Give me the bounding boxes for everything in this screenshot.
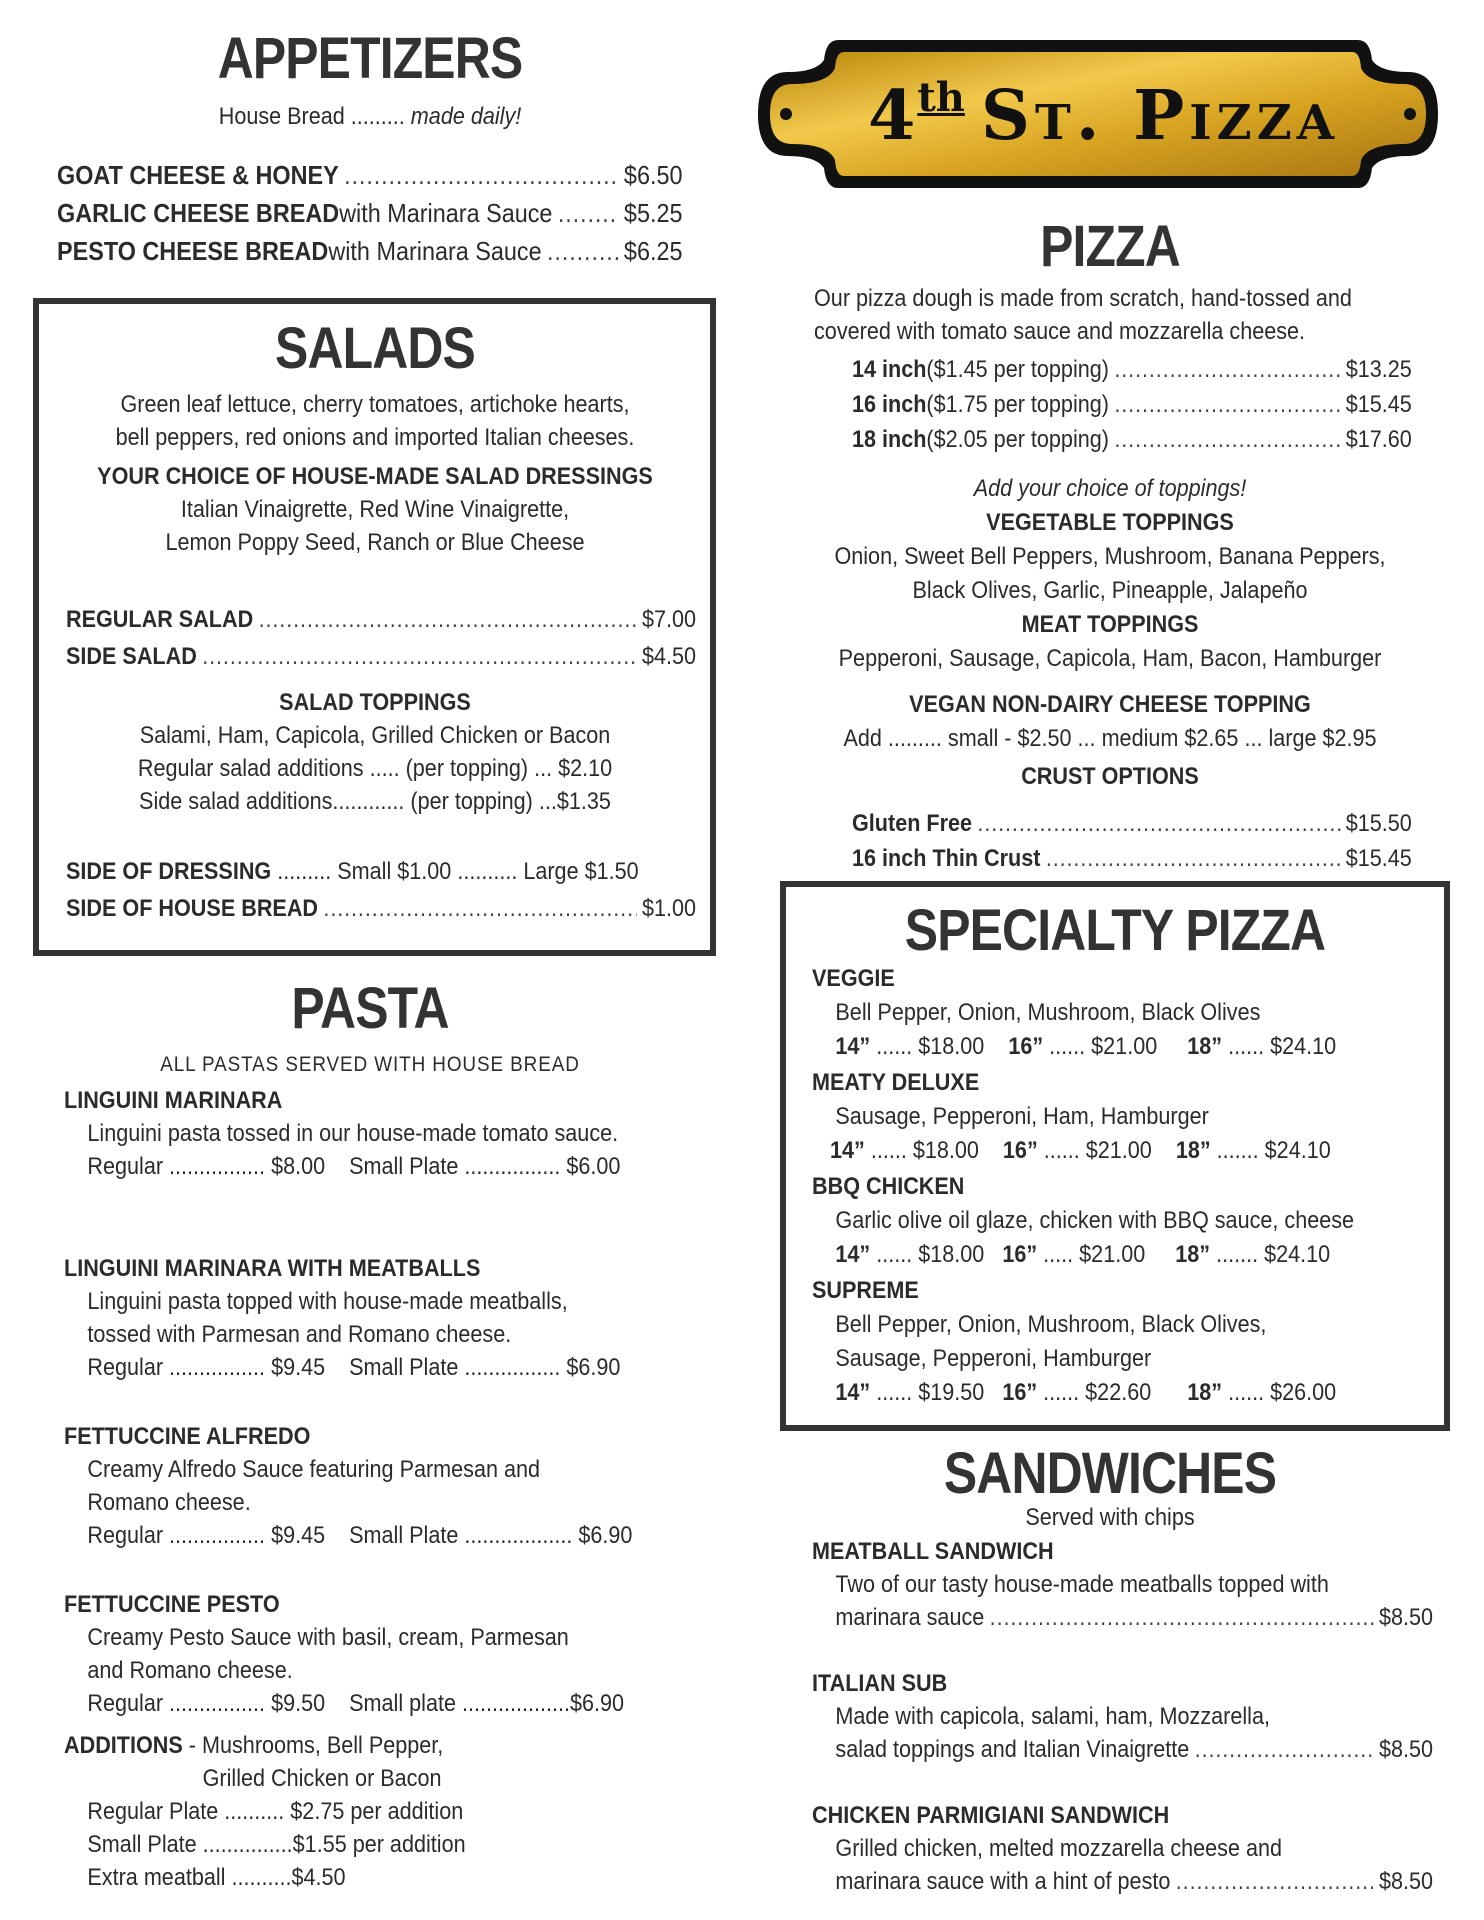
appetizer-list (57, 156, 685, 270)
sandwiches-subtitle: Served with chips (1025, 1504, 1195, 1531)
pasta-item-desc-2: tossed with Parmesan and Romano cheese. (87, 1321, 512, 1348)
pizza-sizes (852, 352, 1412, 457)
pasta-item (64, 1420, 704, 1588)
crust-price: $15.50 (1345, 810, 1412, 837)
crust-row (852, 806, 1412, 841)
side-of-bread-row (66, 890, 696, 927)
salad-sides (66, 853, 696, 927)
pizza-size: 18 inch (852, 426, 927, 453)
side-of-dressing-name: SIDE OF DRESSING (66, 858, 272, 885)
logo (748, 30, 1448, 198)
side-of-bread-price: $1.00 (641, 895, 696, 922)
size-14: 14” (835, 1033, 871, 1060)
specialty-item-desc: Garlic olive oil glaze, chicken with BBQ sauce, cheese (835, 1207, 1355, 1234)
salads-title: SALADS (275, 316, 475, 381)
size-16: 16” (1002, 1379, 1038, 1406)
vegan-topping-title: VEGAN NON-DAIRY CHEESE TOPPING (909, 691, 1311, 718)
pasta-item-prices: Regular ................ $9.45 Small Plate ................ $6.90 (87, 1354, 621, 1381)
made-daily-text: made daily! (410, 103, 522, 130)
crust-price: $15.45 (1345, 845, 1412, 872)
sandwich-list (812, 1535, 1432, 1898)
house-bread-note (64, 100, 676, 133)
meat-toppings-title: MEAT TOPPINGS (1021, 611, 1199, 638)
pizza-price: $13.25 (1345, 356, 1412, 383)
appetizer-desc: with Marinara Sauce (339, 198, 553, 228)
specialty-item-desc: Sausage, Pepperoni, Ham, Hamburger (835, 1103, 1209, 1130)
specialty-item-prices (812, 1134, 1370, 1168)
price-16: ...... $22.60 (1037, 1379, 1152, 1406)
pasta-item-prices: Regular ................ $8.00 Small Plate ................ $6.00 (87, 1153, 621, 1180)
side-of-bread-name: SIDE OF HOUSE BREAD (66, 895, 319, 922)
sandwich-name: ITALIAN SUB (812, 1670, 948, 1697)
salads-desc-1: Green leaf lettuce, cherry tomatoes, artichoke hearts, (120, 391, 630, 418)
crust-name: Gluten Free (852, 810, 973, 837)
pizza-toppings (760, 472, 1460, 794)
pasta-item-name: FETTUCCINE PESTO (64, 1591, 280, 1618)
additions-line-1 (64, 1729, 640, 1762)
appetizer-item (57, 232, 683, 270)
price-16: ...... $21.00 (1037, 1137, 1152, 1164)
pasta-item-desc: Creamy Alfredo Sauce featuring Parmesan and (87, 1456, 541, 1483)
house-bread-text: House Bread ......... (218, 103, 411, 130)
pizza-section (760, 214, 1460, 348)
price-18: ....... $24.10 (1210, 1137, 1331, 1164)
regular-salad-row (66, 601, 696, 638)
specialty-item-name: VEGGIE (812, 965, 895, 992)
sandwich-desc: Two of our tasty house-made meatballs topped with (835, 1571, 1329, 1598)
pasta-item-desc: Linguini pasta topped with house-made meatballs, (87, 1288, 568, 1315)
vegan-topping-prices: Add ......... small - $2.50 ... medium $2.65 ... large $2.95 (843, 725, 1377, 752)
vegetable-toppings-title: VEGETABLE TOPPINGS (986, 509, 1234, 536)
specialty-item-prices (812, 1376, 1370, 1410)
pizza-price: $15.45 (1345, 391, 1412, 418)
price-14: ...... $18.00 (864, 1137, 979, 1164)
salad-toppings-list: Salami, Ham, Capicola, Grilled Chicken or Bacon (139, 722, 611, 749)
logo-text-4: 4 (868, 76, 918, 156)
salads-desc-2: bell peppers, red onions and imported Italian cheeses. (115, 424, 635, 451)
pasta-item-name: LINGUINI MARINARA WITH MEATBALLS (64, 1255, 481, 1282)
appetizer-price: $6.50 (623, 160, 683, 190)
side-salad-row (66, 638, 696, 675)
specialty-item-desc: Bell Pepper, Onion, Mushroom, Black Olives (835, 999, 1261, 1026)
specialty-list (812, 962, 1432, 1410)
logo-text-th: th (917, 74, 965, 121)
sandwich-name: CHICKEN PARMIGIANI SANDWICH (812, 1802, 1170, 1829)
side-salad-price: $4.50 (641, 643, 696, 670)
sandwich-price-row (812, 1733, 1433, 1766)
salads-section (40, 316, 710, 559)
sandwich-item (812, 1667, 1432, 1799)
pizza-size-row (852, 387, 1412, 422)
sandwich-price: $8.50 (1378, 1604, 1433, 1631)
specialty-item-name: MEATY DELUXE (812, 1069, 980, 1096)
sandwich-desc: Made with capicola, salami, ham, Mozzarella, (835, 1703, 1270, 1730)
specialty-title: SPECIALTY PIZZA (904, 898, 1326, 963)
specialty-item (812, 1170, 1432, 1274)
appetizer-name: GARLIC CHEESE BREAD (57, 198, 340, 228)
crust-options-title: CRUST OPTIONS (1021, 763, 1199, 790)
sandwiches-header (760, 1441, 1460, 1533)
price-14: ...... $19.50 (870, 1379, 985, 1406)
crust-options (852, 806, 1412, 876)
appetizers-section (30, 26, 710, 133)
pizza-size-row (852, 352, 1412, 387)
specialty-item-name: SUPREME (812, 1277, 919, 1304)
sandwich-price-row (812, 1865, 1433, 1898)
pizza-size: 14 inch (852, 356, 927, 383)
sandwich-desc-2: marinara sauce (835, 1604, 985, 1631)
pasta-title: PASTA (291, 976, 449, 1041)
side-of-dressing-prices: ......... Small $1.00 .......... Large $1.50 (271, 858, 639, 885)
pizza-size-row (852, 422, 1412, 457)
appetizer-item (57, 194, 683, 232)
salad-toppings-regular: Regular salad additions ..... (per topping) ... $2.10 (137, 755, 613, 782)
pasta-item (64, 1084, 704, 1252)
appetizer-price: $5.25 (623, 198, 683, 228)
pasta-additions (64, 1729, 704, 1894)
price-16: ...... $21.00 (1043, 1033, 1158, 1060)
meat-toppings-list: Pepperoni, Sausage, Capicola, Ham, Bacon, Hamburger (838, 645, 1382, 672)
size-16: 16” (1002, 1241, 1038, 1268)
pizza-size: 16 inch (852, 391, 927, 418)
size-18: 18” (1187, 1033, 1223, 1060)
dressings-title: YOUR CHOICE OF HOUSE-MADE SALAD DRESSINGS (97, 463, 653, 490)
salad-sizes (66, 601, 696, 675)
pizza-per-topping: ($1.75 per topping) (926, 391, 1109, 418)
pasta-item-name: FETTUCCINE ALFREDO (64, 1423, 311, 1450)
pasta-item-prices: Regular ................ $9.45 Small Plate .................. $6.90 (87, 1522, 633, 1549)
specialty-item (812, 962, 1432, 1066)
side-salad-name: SIDE SALAD (66, 643, 197, 670)
sandwich-price: $8.50 (1378, 1868, 1433, 1895)
pasta-item-desc-2: Romano cheese. (87, 1489, 251, 1516)
sandwich-name: MEATBALL SANDWICH (812, 1538, 1054, 1565)
appetizer-name: PESTO CHEESE BREAD (57, 236, 329, 266)
pasta-item-desc: Creamy Pesto Sauce with basil, cream, Parmesan (87, 1624, 569, 1651)
price-14: ...... $18.00 (870, 1241, 985, 1268)
sandwich-desc: Grilled chicken, melted mozzarella cheese and (835, 1835, 1283, 1862)
pasta-item-desc-2: and Romano cheese. (87, 1657, 293, 1684)
pasta-subtitle: ALL PASTAS SERVED WITH HOUSE BREAD (160, 1053, 580, 1076)
salad-toppings-side: Side salad additions............ (per topping) ...$1.35 (139, 788, 611, 815)
pasta-item-name: LINGUINI MARINARA (64, 1087, 283, 1114)
salad-toppings (40, 686, 710, 818)
pasta-header (30, 976, 710, 1081)
pizza-desc-1: Our pizza dough is made from scratch, hand-tossed and (814, 285, 1352, 312)
specialty-item-prices (812, 1238, 1370, 1272)
additions-list-1: - Mushrooms, Bell Pepper, (182, 1732, 444, 1759)
pasta-item-prices: Regular ................ $9.50 Small plate ..................$6.90 (87, 1690, 625, 1717)
pizza-title: PIZZA (1040, 214, 1180, 279)
dressings-list-2: Lemon Poppy Seed, Ranch or Blue Cheese (165, 529, 585, 556)
pasta-item (64, 1252, 704, 1420)
specialty-item (812, 1274, 1432, 1410)
size-16: 16” (1008, 1033, 1044, 1060)
sandwich-price: $8.50 (1378, 1736, 1433, 1763)
appetizer-desc: with Marinara Sauce (328, 236, 542, 266)
sandwich-item (812, 1799, 1432, 1898)
additions-label: ADDITIONS (64, 1732, 183, 1759)
dressings-list-1: Italian Vinaigrette, Red Wine Vinaigrette, (180, 496, 570, 523)
salad-toppings-title: SALAD TOPPINGS (279, 689, 471, 716)
price-18: ....... $24.10 (1210, 1241, 1331, 1268)
pizza-price: $17.60 (1345, 426, 1412, 453)
sandwich-price-row (812, 1601, 1433, 1634)
specialty-item-name: BBQ CHICKEN (812, 1173, 965, 1200)
pizza-per-topping: ($1.45 per topping) (926, 356, 1109, 383)
logo-text (868, 74, 1338, 164)
sandwich-item (812, 1535, 1432, 1667)
appetizers-title: APPETIZERS (217, 26, 523, 91)
regular-salad-price: $7.00 (641, 606, 696, 633)
price-14: ...... $18.00 (870, 1033, 985, 1060)
size-18: 18” (1187, 1379, 1223, 1406)
specialty-item-desc: Bell Pepper, Onion, Mushroom, Black Olives, (835, 1311, 1267, 1338)
regular-salad-name: REGULAR SALAD (66, 606, 254, 633)
specialty-item-desc-2: Sausage, Pepperoni, Hamburger (835, 1345, 1152, 1372)
pasta-item-desc: Linguini pasta tossed in our house-made tomato sauce. (87, 1120, 619, 1147)
size-14: 14” (830, 1137, 865, 1164)
sandwich-desc-2: marinara sauce with a hint of pesto (835, 1868, 1171, 1895)
price-18: ...... $24.10 (1222, 1033, 1337, 1060)
crust-row (852, 841, 1412, 876)
side-of-dressing-row (66, 853, 639, 890)
size-14: 14” (835, 1241, 871, 1268)
size-18: 18” (1175, 1137, 1211, 1164)
add-toppings-note: Add your choice of toppings! (973, 475, 1247, 502)
additions-small: Small Plate ...............$1.55 per addition (87, 1831, 466, 1858)
appetizer-price: $6.25 (623, 236, 683, 266)
additions-regular: Regular Plate .......... $2.75 per addition (87, 1798, 464, 1825)
crust-name: 16 inch Thin Crust (852, 845, 1041, 872)
appetizer-name: GOAT CHEESE & HONEY (57, 160, 339, 190)
pizza-per-topping: ($2.05 per topping) (926, 426, 1109, 453)
size-16: 16” (1002, 1137, 1038, 1164)
vegetable-toppings-2: Black Olives, Garlic, Pineapple, Jalapeño (912, 577, 1308, 604)
pizza-desc-2: covered with tomato sauce and mozzarella cheese. (814, 318, 1306, 345)
price-16: ..... $21.00 (1037, 1241, 1146, 1268)
vegetable-toppings-1: Onion, Sweet Bell Peppers, Mushroom, Banana Peppers, (834, 543, 1386, 570)
specialty-item-prices (812, 1030, 1370, 1064)
sandwiches-title: SANDWICHES (943, 1441, 1277, 1506)
additions-meatball: Extra meatball ..........$4.50 (87, 1864, 346, 1891)
logo-text-rest: St. Pizza (980, 76, 1339, 156)
price-18: ...... $26.00 (1222, 1379, 1337, 1406)
specialty-item (812, 1066, 1432, 1170)
size-18: 18” (1175, 1241, 1211, 1268)
pasta-list (64, 1084, 704, 1756)
appetizer-item (57, 156, 683, 194)
specialty-header (780, 898, 1450, 963)
sandwich-desc-2: salad toppings and Italian Vinaigrette (835, 1736, 1190, 1763)
size-14: 14” (835, 1379, 871, 1406)
additions-list-2: Grilled Chicken or Bacon (202, 1765, 442, 1792)
